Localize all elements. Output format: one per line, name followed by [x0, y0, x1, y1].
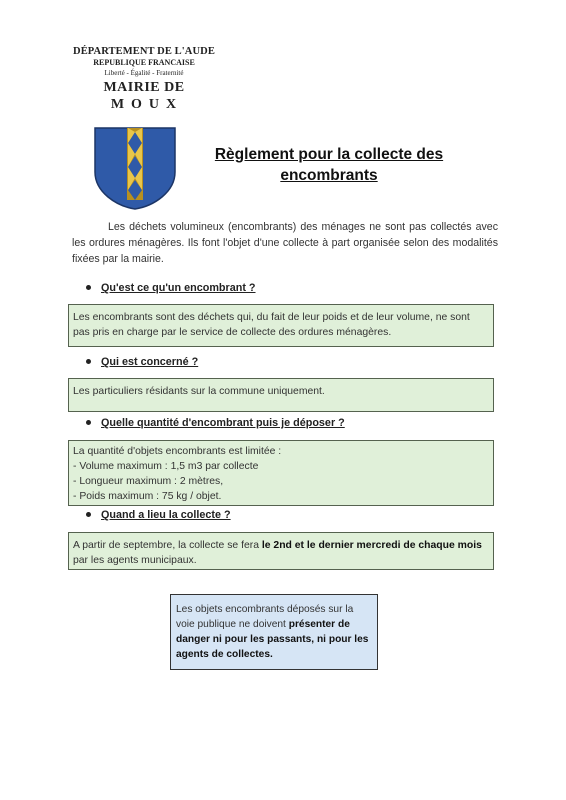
department-name: DÉPARTEMENT DE L'AUDE [73, 46, 215, 57]
national-motto: Liberté - Égalité - Fraternité [104, 69, 184, 77]
title-line-2: encombrants [280, 167, 378, 184]
answer-3-line: La quantité d'objets encombrants est limitée : [73, 446, 282, 457]
answer-2-box [68, 378, 494, 412]
shield-icon [92, 126, 178, 210]
answer-4-text-pre: A partir de septembre, la collecte se fera [73, 540, 262, 551]
answer-1-text: Les encombrants sont des déchets qui, du fait de leur poids et de leur volume, ne sont pas pris en charge par le service de collecte des ordures ménagères. [73, 312, 470, 338]
answer-1-box [68, 304, 494, 347]
mairie-label: MAIRIE DE [103, 80, 185, 95]
bullet-icon [86, 285, 91, 290]
question-4-text: Quand a lieu la collecte ? [101, 509, 231, 521]
collection-schedule: le 2nd et le dernier mercredi de chaque mois [261, 540, 482, 551]
answer-3-line: - Volume maximum : 1,5 m3 par collecte [73, 461, 259, 472]
safety-note-emphasis: présenter de danger ni pour les passants, ni pour les agents de collectes. [176, 619, 369, 660]
bullet-icon [86, 512, 91, 517]
intro-text: Les déchets volumineux (encombrants) des ménages ne sont pas collectés avec les ordures ménagères. Ils font l'objet d'une collecte à part organisée selon des modalités fixées par la mairie. [72, 221, 498, 265]
safety-note-box [170, 594, 378, 670]
question-2 [86, 356, 198, 368]
question-1 [86, 282, 256, 294]
answer-3-box [68, 440, 494, 506]
question-3-text: Quelle quantité d'encombrant puis je déposer ? [101, 417, 345, 429]
title-line-1: Règlement pour la collecte des [214, 146, 444, 163]
intro-paragraph [72, 219, 498, 267]
answer-2-text: Les particuliers résidants sur la commune uniquement. [73, 386, 325, 397]
page-title [184, 144, 474, 186]
bullet-icon [86, 359, 91, 364]
commune-name: MOUX [110, 97, 184, 112]
answer-4-box [68, 532, 494, 570]
answer-3-line: - Longueur maximum : 2 mètres, [73, 476, 224, 487]
bullet-icon [86, 420, 91, 425]
answer-4-text-post: par les agents municipaux. [73, 555, 197, 566]
question-4 [86, 509, 231, 521]
republic-name: REPUBLIQUE FRANCAISE [93, 58, 195, 67]
letterhead [64, 46, 224, 113]
safety-note-text: Les objets encombrants déposés sur la voie publique ne doivent [176, 604, 354, 630]
question-3 [86, 417, 345, 429]
answer-3-line: - Poids maximum : 75 kg / objet. [73, 491, 222, 502]
question-2-text: Qui est concerné ? [101, 356, 199, 368]
question-1-text: Qu'est ce qu'un encombrant ? [101, 282, 256, 294]
